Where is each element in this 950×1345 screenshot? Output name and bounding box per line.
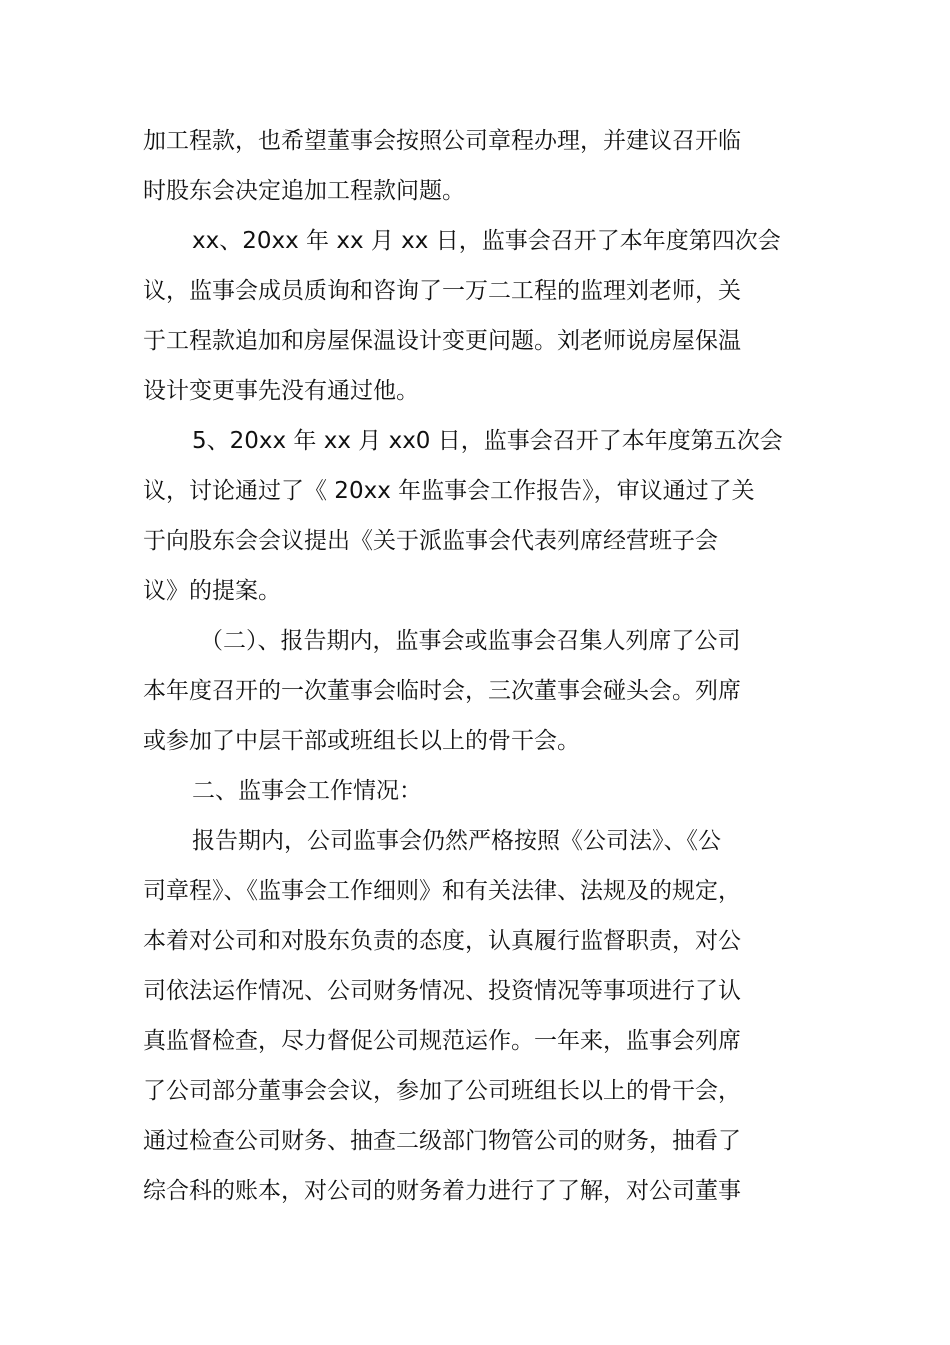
text-line: 或参加了中层干部或班组长以上的骨干会。: [143, 728, 580, 754]
text-line: 报告期内，公司监事会仍然严格按照《公司法》、《公: [192, 828, 721, 854]
text-line: 于工程款追加和房屋保温设计变更问题。刘老师说房屋保温: [143, 328, 741, 354]
section-heading: 二、监事会工作情况：: [192, 778, 422, 804]
text-line: 通过检查公司财务、抽查二级部门物管公司的财务，抽看了: [143, 1128, 741, 1154]
text-line: 议，监事会成员质询和咨询了一万二工程的监理刘老师，关: [143, 278, 741, 304]
text-line: 时股东会决定追加工程款问题。: [143, 178, 465, 204]
text-line: 了公司部分董事会会议，参加了公司班组长以上的骨干会，: [143, 1078, 741, 1104]
text-line: 议，讨论通过了《 20xx 年监事会工作报告》，审议通过了关: [143, 478, 755, 504]
text-line: （二）、报告期内，监事会或监事会召集人列席了公司: [200, 628, 741, 654]
text-line: 设计变更事先没有通过他。: [143, 378, 419, 404]
text-line: 本着对公司和对股东负责的态度，认真履行监督职责，对公: [143, 928, 741, 954]
text-line: 本年度召开的一次董事会临时会，三次董事会碰头会。列席: [143, 678, 741, 704]
text-line: 司章程》、《监事会工作细则》和有关法律、法规及的规定，: [143, 878, 741, 904]
text-line: 5、20xx 年 xx 月 xx0 日，监事会召开了本年度第五次会: [192, 428, 783, 454]
text-line: 加工程款，也希望董事会按照公司章程办理，并建议召开临: [143, 128, 741, 154]
text-line: 于向股东会会议提出《关于派监事会代表列席经营班子会: [143, 528, 718, 554]
text-line: 真监督检查，尽力督促公司规范运作。一年来，监事会列席: [143, 1028, 741, 1054]
text-line: 议》的提案。: [143, 578, 281, 604]
text-line: 司依法运作情况、公司财务情况、投资情况等事项进行了认: [143, 978, 741, 1004]
text-line: 综合科的账本，对公司的财务着力进行了了解，对公司董事: [143, 1178, 741, 1204]
text-line: xx、20xx 年 xx 月 xx 日，监事会召开了本年度第四次会: [192, 228, 781, 254]
